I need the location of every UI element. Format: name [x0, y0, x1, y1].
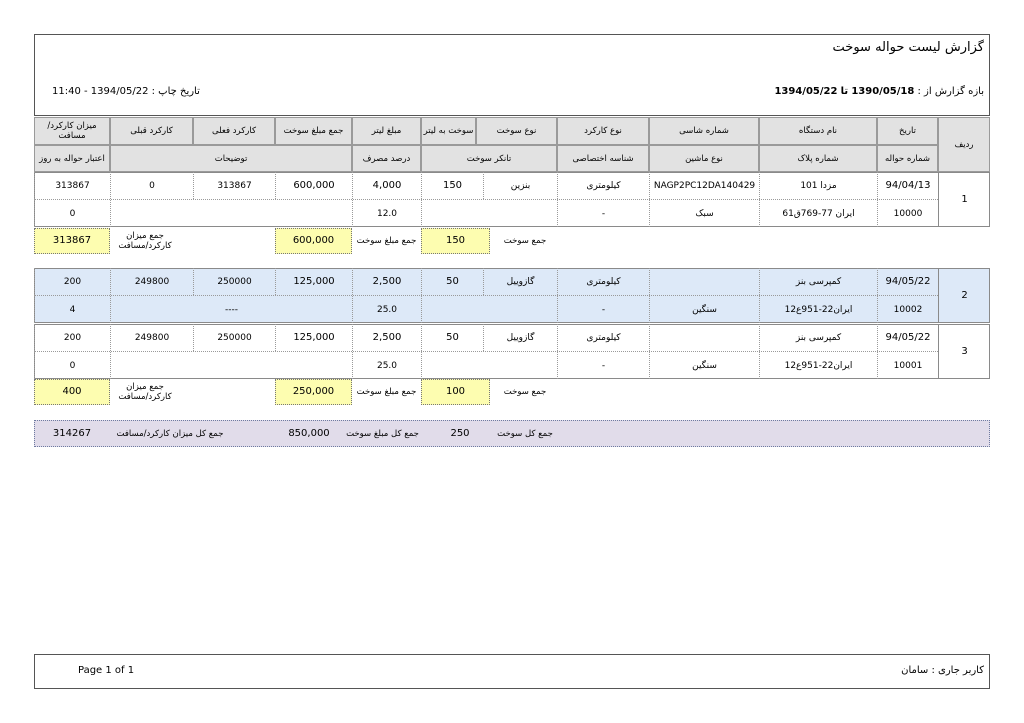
col-header: توضیحات — [110, 145, 352, 172]
cell-tanker — [421, 352, 557, 379]
col-header: نوع سوخت — [476, 117, 557, 145]
period-from: 1390/05/18 — [851, 86, 915, 97]
cell-fuel-type: گازوییل — [483, 268, 557, 295]
sum-distance-label: جمع میزان کارکرد/مسافت — [118, 231, 172, 251]
cell-work-type: کیلومتری — [557, 324, 649, 351]
col-header: کارکرد قبلی — [110, 117, 193, 145]
cell-device: مزدا 101 — [759, 172, 877, 199]
col-header: میزان کارکرد/مسافت — [34, 117, 110, 145]
cell-device: کمپرسی بنز — [759, 324, 877, 351]
period-to: 1394/05/22 — [774, 86, 838, 97]
cell-machine: سنگین — [649, 296, 759, 323]
cell-desc: ---- — [110, 296, 352, 323]
current-user: کاربر جاری : سامان — [901, 665, 984, 676]
grand-amount-label: جمع کل مبلغ سوخت — [346, 428, 419, 439]
col-header: جمع مبلغ سوخت — [275, 117, 352, 145]
row-number: 2 — [938, 268, 990, 323]
cell-percent: 12.0 — [352, 200, 421, 227]
report-title: گزارش لیست حواله سوخت — [832, 40, 984, 55]
cell-code: - — [557, 200, 649, 227]
cell-voucher: 10000 — [877, 200, 938, 227]
cell-device: کمپرسی بنز — [759, 268, 877, 295]
cell-voucher: 10001 — [877, 352, 938, 379]
col-header: درصد مصرف — [352, 145, 421, 172]
col-header: اعتبار حواله به روز — [34, 145, 110, 172]
cell-machine: سبک — [649, 200, 759, 227]
cell-previous: 249800 — [110, 268, 193, 295]
grand-fuel-value: 250 — [450, 427, 470, 439]
col-header: کارکرد فعلی — [193, 117, 275, 145]
cell-desc — [110, 200, 352, 227]
sum-fuel-label: جمع سوخت — [503, 387, 547, 397]
sum-distance-value: 313867 — [34, 228, 110, 254]
col-header: شناسه اختصاصی — [557, 145, 649, 172]
cell-chassis: NAGP2PC12DA140429 — [649, 172, 759, 199]
cell-liters: 50 — [421, 324, 483, 351]
cell-previous: 0 — [110, 172, 193, 199]
cell-tanker — [421, 200, 557, 227]
cell-machine: سنگین — [649, 352, 759, 379]
cell-work-type: کیلومتری — [557, 268, 649, 295]
cell-credit: 0 — [34, 352, 110, 379]
col-header: نام دستگاه — [759, 117, 877, 145]
cell-distance: 200 — [34, 268, 110, 295]
cell-price: 4,000 — [352, 172, 421, 199]
cell-desc — [110, 352, 352, 379]
cell-credit: 0 — [34, 200, 110, 227]
sum-amount-value: 600,000 — [275, 228, 352, 254]
col-header: تانکر سوخت — [421, 145, 557, 172]
cell-total: 600,000 — [275, 172, 352, 199]
cell-plate: ایران22-951ع12 — [759, 352, 877, 379]
cell-current: 250000 — [193, 268, 275, 295]
cell-liters: 50 — [421, 268, 483, 295]
col-header: نوع ماشین — [649, 145, 759, 172]
sum-distance-label: جمع میزان کارکرد/مسافت — [118, 382, 172, 402]
sum-fuel-value: 100 — [421, 379, 490, 405]
cell-date: 94/05/22 — [877, 268, 938, 295]
cell-current: 250000 — [193, 324, 275, 351]
sum-fuel-label: جمع سوخت — [503, 236, 547, 246]
grand-distance-label: جمع کل میزان کارکرد/مسافت — [116, 428, 224, 439]
cell-plate: ایران 77-769ق61 — [759, 200, 877, 227]
cell-date: 94/05/22 — [877, 324, 938, 351]
cell-fuel-type: گازوییل — [483, 324, 557, 351]
sum-fuel-value: 150 — [421, 228, 490, 254]
cell-credit: 4 — [34, 296, 110, 323]
cell-plate: ایران22-951ع12 — [759, 296, 877, 323]
cell-chassis — [649, 268, 759, 295]
cell-code: - — [557, 352, 649, 379]
cell-chassis — [649, 324, 759, 351]
col-header: مبلغ لیتر — [352, 117, 421, 145]
cell-voucher: 10002 — [877, 296, 938, 323]
row-number: 1 — [938, 172, 990, 227]
sum-amount-label: جمع مبلغ سوخت — [356, 387, 417, 397]
period-to-word: تا — [840, 86, 849, 97]
cell-distance: 313867 — [34, 172, 110, 199]
cell-date: 94/04/13 — [877, 172, 938, 199]
page-number: Page 1 of 1 — [78, 665, 135, 676]
print-date: تاریخ چاپ : 1394/05/22 - 11:40 — [52, 86, 200, 97]
col-header: شماره شاسی — [649, 117, 759, 145]
cell-work-type: کیلومتری — [557, 172, 649, 199]
cell-total: 125,000 — [275, 268, 352, 295]
col-header: شماره پلاک — [759, 145, 877, 172]
cell-tanker — [421, 296, 557, 323]
cell-current: 313867 — [193, 172, 275, 199]
grand-amount-value: 850,000 — [288, 427, 330, 439]
cell-price: 2,500 — [352, 324, 421, 351]
sum-amount-value: 250,000 — [275, 379, 352, 405]
row-number: 3 — [938, 324, 990, 379]
grand-fuel-label: جمع کل سوخت — [497, 428, 553, 439]
cell-total: 125,000 — [275, 324, 352, 351]
col-header-row: ردیف — [938, 117, 990, 172]
cell-percent: 25.0 — [352, 296, 421, 323]
cell-previous: 249800 — [110, 324, 193, 351]
col-header: شماره حواله — [877, 145, 938, 172]
cell-percent: 25.0 — [352, 352, 421, 379]
period-label: بازه گزارش از : — [917, 86, 984, 97]
cell-fuel-type: بنزین — [483, 172, 557, 199]
footer-frame — [34, 654, 990, 689]
sum-distance-value: 400 — [34, 379, 110, 405]
col-header: سوخت به لیتر — [421, 117, 476, 145]
cell-code: - — [557, 296, 649, 323]
cell-distance: 200 — [34, 324, 110, 351]
col-header: نوع کارکرد — [557, 117, 649, 145]
cell-price: 2,500 — [352, 268, 421, 295]
sum-amount-label: جمع مبلغ سوخت — [356, 236, 417, 246]
col-header: تاریخ — [877, 117, 938, 145]
cell-liters: 150 — [421, 172, 483, 199]
grand-distance-value: 314267 — [52, 427, 92, 439]
